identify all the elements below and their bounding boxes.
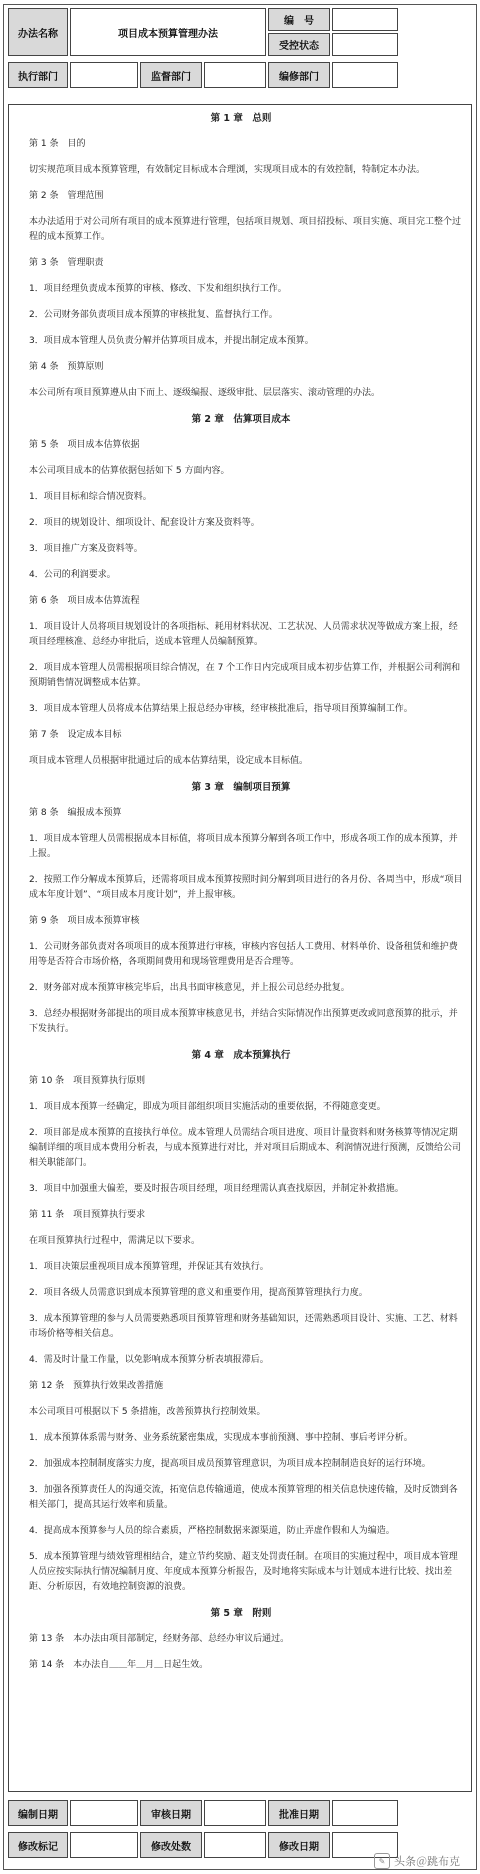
body-paragraph: 3．项目推广方案及资料等。	[29, 544, 143, 554]
chapter-heading: 第 5 章 附则	[210, 1608, 272, 1619]
body-paragraph: 本公司项目可根据以下 5 条措施，改善预算执行控制效果。	[29, 1407, 266, 1417]
label-name-cell	[8, 8, 68, 56]
body-paragraph: 1．项目目标和综合情况资料。	[29, 492, 152, 502]
chapter-heading: 第 1 章 总则	[210, 113, 272, 124]
exec-value-cell[interactable]	[70, 62, 138, 88]
label-compile-date-cell	[8, 1800, 68, 1826]
body-paragraph: 1．项目设计人员将项目规划设计的各项指标、耗用材料状况、工艺状况、人员需求状况等做成方案上报，经项目经理核准、总经办审批后，送成本管理人员编制预算。	[29, 622, 458, 647]
body-paragraph: 4．提高成本预算参与人员的综合素质，严格控制数据来源渠道，防止弄虚作假和人为编造。	[29, 1526, 395, 1536]
body-paragraph: 切实规范项目成本预算管理，有效制定目标成本合理浏，实现项目成本的有效控制，特制定本办法。	[29, 165, 426, 175]
label-revise-date-cell	[268, 1832, 330, 1858]
revise-place-value-cell[interactable]	[204, 1832, 266, 1858]
body-paragraph: 第 3 条 管理职责	[29, 258, 104, 268]
label-supervise-cell	[140, 62, 202, 88]
compile-value-cell[interactable]	[332, 62, 398, 88]
body-paragraph: 2．财务部对成本预算审核完毕后，出具书面审核意见，并上报公司总经办批复。	[29, 983, 350, 993]
label-revise-place-cell	[140, 1832, 202, 1858]
body-paragraph: 2．项目成本管理人员需根据项目综合情况，在 7 个工作日内完成项目成本初步估算工作，并根据公司利润和预期销售情况调整成本估算。	[29, 663, 461, 688]
body-paragraph: 第 13 条 本办法由项目部制定，经财务部、总经办审议后通过。	[29, 1634, 290, 1644]
body-paragraph: 第 14 条 本办法自＿＿年＿月＿日起生效。	[29, 1660, 209, 1670]
label-compile-cell	[268, 62, 330, 88]
label-revise-mark-cell	[8, 1832, 68, 1858]
toutiao-logo-icon: ✎	[374, 1853, 390, 1869]
body-paragraph: 第 7 条 设定成本目标	[29, 730, 122, 740]
body-paragraph: 第 6 条 项目成本估算流程	[29, 596, 140, 606]
label-control: 受控状态	[279, 41, 319, 52]
body-paragraph: 2．项目各级人员需意识到成本预算管理的意义和重要作用，提高预算管理执行力度。	[29, 1288, 368, 1298]
number-value-cell[interactable]	[332, 8, 398, 31]
doc-title: 项目成本预算管理办法	[118, 28, 218, 40]
label-exec: 执行部门	[18, 71, 58, 83]
label-revise-mark: 修改标记	[18, 1841, 58, 1853]
label-compile-date: 编制日期	[18, 1809, 58, 1821]
review-date-value-cell[interactable]	[204, 1800, 266, 1826]
body-paragraph: 3．成本预算管理的参与人员需要熟悉项目预算管理和财务基础知识，还需熟悉项目设计、实施、工艺、材料市场价格等相关信息。	[29, 1314, 458, 1339]
label-review-date: 审核日期	[151, 1809, 191, 1821]
label-review-date-cell	[140, 1800, 202, 1826]
chapter-heading: 第 3 章 编制项目预算	[191, 782, 291, 793]
label-revise-date: 修改日期	[279, 1841, 319, 1853]
chapter-heading: 第 2 章 估算项目成本	[191, 414, 291, 425]
body-paragraph: 2．公司财务部负责项目成本预算的审核批复、监督执行工作。	[29, 310, 278, 320]
body-paragraph: 第 2 条 管理范围	[29, 191, 104, 201]
body-paragraph: 第 10 条 项目预算执行原则	[29, 1076, 146, 1086]
label-revise-place: 修改处数	[151, 1841, 191, 1853]
body-paragraph: 2．按照工作分解成本预算后，还需将项目成本预算按照时间分解到项目进行的各月份、各周当中，形成“项目成本年度计划”、“项目成本月度计划”，并上报审核。	[29, 875, 463, 900]
body-paragraph: 本公司项目成本的估算依据包括如下 5 方面内容。	[29, 466, 230, 476]
body-paragraph: 3．加强各预算责任人的沟通交流，拓宽信息传输通道，使成本预算管理的相关信息快速传输，及时反馈到各相关部门，提高其运行效率和质量。	[29, 1485, 458, 1510]
label-name: 办法名称	[18, 28, 58, 40]
compile-date-value-cell[interactable]	[70, 1800, 138, 1826]
body-paragraph: 3．项目成本管理人员负责分解并估算项目成本，并提出制定成本预算。	[29, 336, 314, 346]
label-exec-cell	[8, 62, 68, 88]
watermark-text: 头条＠跳布克	[394, 1855, 460, 1868]
body-paragraph: 1．项目成本预算一经确定，即成为项目部组织项目实施活动的重要依据，不得随意变更。	[29, 1102, 386, 1112]
label-supervise: 监督部门	[151, 71, 191, 83]
chapter-heading: 第 4 章 成本预算执行	[191, 1050, 291, 1061]
watermark	[374, 1853, 460, 1869]
body-paragraph: 1．项目成本管理人员需根据成本目标值，将项目成本预算分解到各项工作中，形成各项工作的成本预算，并上报。	[29, 834, 458, 859]
body-paragraph: 第 8 条 编报成本预算	[29, 808, 122, 818]
body-paragraph: 1．成本预算体系需与财务、业务系统紧密集成，实现成本事前预测、事中控制、事后考评分析。	[29, 1433, 413, 1443]
body-paragraph: 第 11 条 项目预算执行要求	[29, 1210, 146, 1220]
body-paragraph: 项目成本管理人员根据审批通过后的成本估算结果，设定成本目标值。	[29, 756, 309, 766]
label-number-cell	[268, 8, 330, 31]
body-paragraph: 第 12 条 预算执行效果改善措施	[29, 1381, 164, 1391]
supervise-value-cell[interactable]	[204, 62, 266, 88]
body-paragraph: 3．总经办根据财务部提出的项目成本预算审核意见书，并结合实际情况作出预算更改或同意预算的批示，并下发执行。	[29, 1009, 458, 1034]
label-compile: 编修部门	[279, 71, 319, 83]
body-paragraph: 3．项目中加强重大偏差，要及时报告项目经理，项目经理需认真查找原因，并制定补救措施。	[29, 1184, 404, 1194]
body-paragraph: 第 4 条 预算原则	[29, 362, 104, 372]
body-paragraph: 2．加强成本控制制度落实力度，提高项目成员预算管理意识，为项目成本控制制造良好的运行环境。	[29, 1459, 431, 1469]
body-paragraph: 4．需及时计量工作量，以免影响成本预算分析表填报滞后。	[29, 1355, 269, 1365]
label-approve-date-cell	[268, 1800, 330, 1826]
label-number: 编 号	[284, 16, 314, 27]
body-paragraph: 1．项目决策层重视项目成本预算管理，并保证其有效执行。	[29, 1262, 269, 1272]
body-paragraph: 3．项目成本管理人员将成本估算结果上报总经办审核，经审核批准后，指导项目预算编制工作。	[29, 704, 413, 714]
body-paragraph: 第 1 条 目的	[29, 139, 86, 149]
document-body	[8, 104, 472, 1792]
approve-date-value-cell[interactable]	[332, 1800, 398, 1826]
body-paragraph: 4．公司的利润要求。	[29, 570, 116, 580]
body-paragraph: 1．项目经理负责成本预算的审核、修改、下发和组织执行工作。	[29, 284, 287, 294]
body-paragraph: 5．成本预算管理与绩效管理相结合，建立节约奖励、超支处罚责任制。在项目的实施过程中，项目成本管理人员应按实际执行情况编制月度、年度成本预算分析报告，及时地将实际成本与计划成本进行比较、找出差距、分析原因，有效地控制资源的浪费。	[29, 1552, 458, 1592]
label-control-cell	[268, 33, 330, 56]
doc-title-cell	[70, 8, 266, 56]
label-approve-date: 批准日期	[279, 1809, 319, 1821]
body-paragraph: 第 9 条 项目成本预算审核	[29, 916, 140, 926]
body-paragraph: 2．项目的规划设计、细项设计、配套设计方案及资料等。	[29, 518, 260, 528]
revise-mark-value-cell[interactable]	[70, 1832, 138, 1858]
body-paragraph: 本公司所有项目预算遵从由下而上、逐级编报、逐级审批、层层落实、滚动管理的办法。	[29, 388, 381, 398]
body-paragraph: 2．项目部是成本预算的直接执行单位。成本管理人员需结合项目进度、项目计量资料和财务核算等情况定期编制详细的项目成本费用分析表，与成本预算进行对比，并对项目后期成本、利润情况进行预测，反馈给公司相关职能部门。	[29, 1128, 462, 1168]
body-paragraph: 在项目预算执行过程中，需满足以下要求。	[29, 1236, 201, 1246]
control-value-cell[interactable]	[332, 33, 398, 56]
body-paragraph: 1．公司财务部负责对各项项目的成本预算进行审核，审核内容包括人工费用、材料单价、设备租赁和维护费用等是否符合市场价格，各项期间费用和现场管理费用是否合理等。	[29, 942, 458, 967]
body-paragraph: 第 5 条 项目成本估算依据	[29, 440, 140, 450]
body-paragraph: 本办法适用于对公司所有项目的成本预算进行管理，包括项目规划、项目招投标、项目实施、项目完工整个过程的成本预算工作。	[29, 217, 462, 242]
